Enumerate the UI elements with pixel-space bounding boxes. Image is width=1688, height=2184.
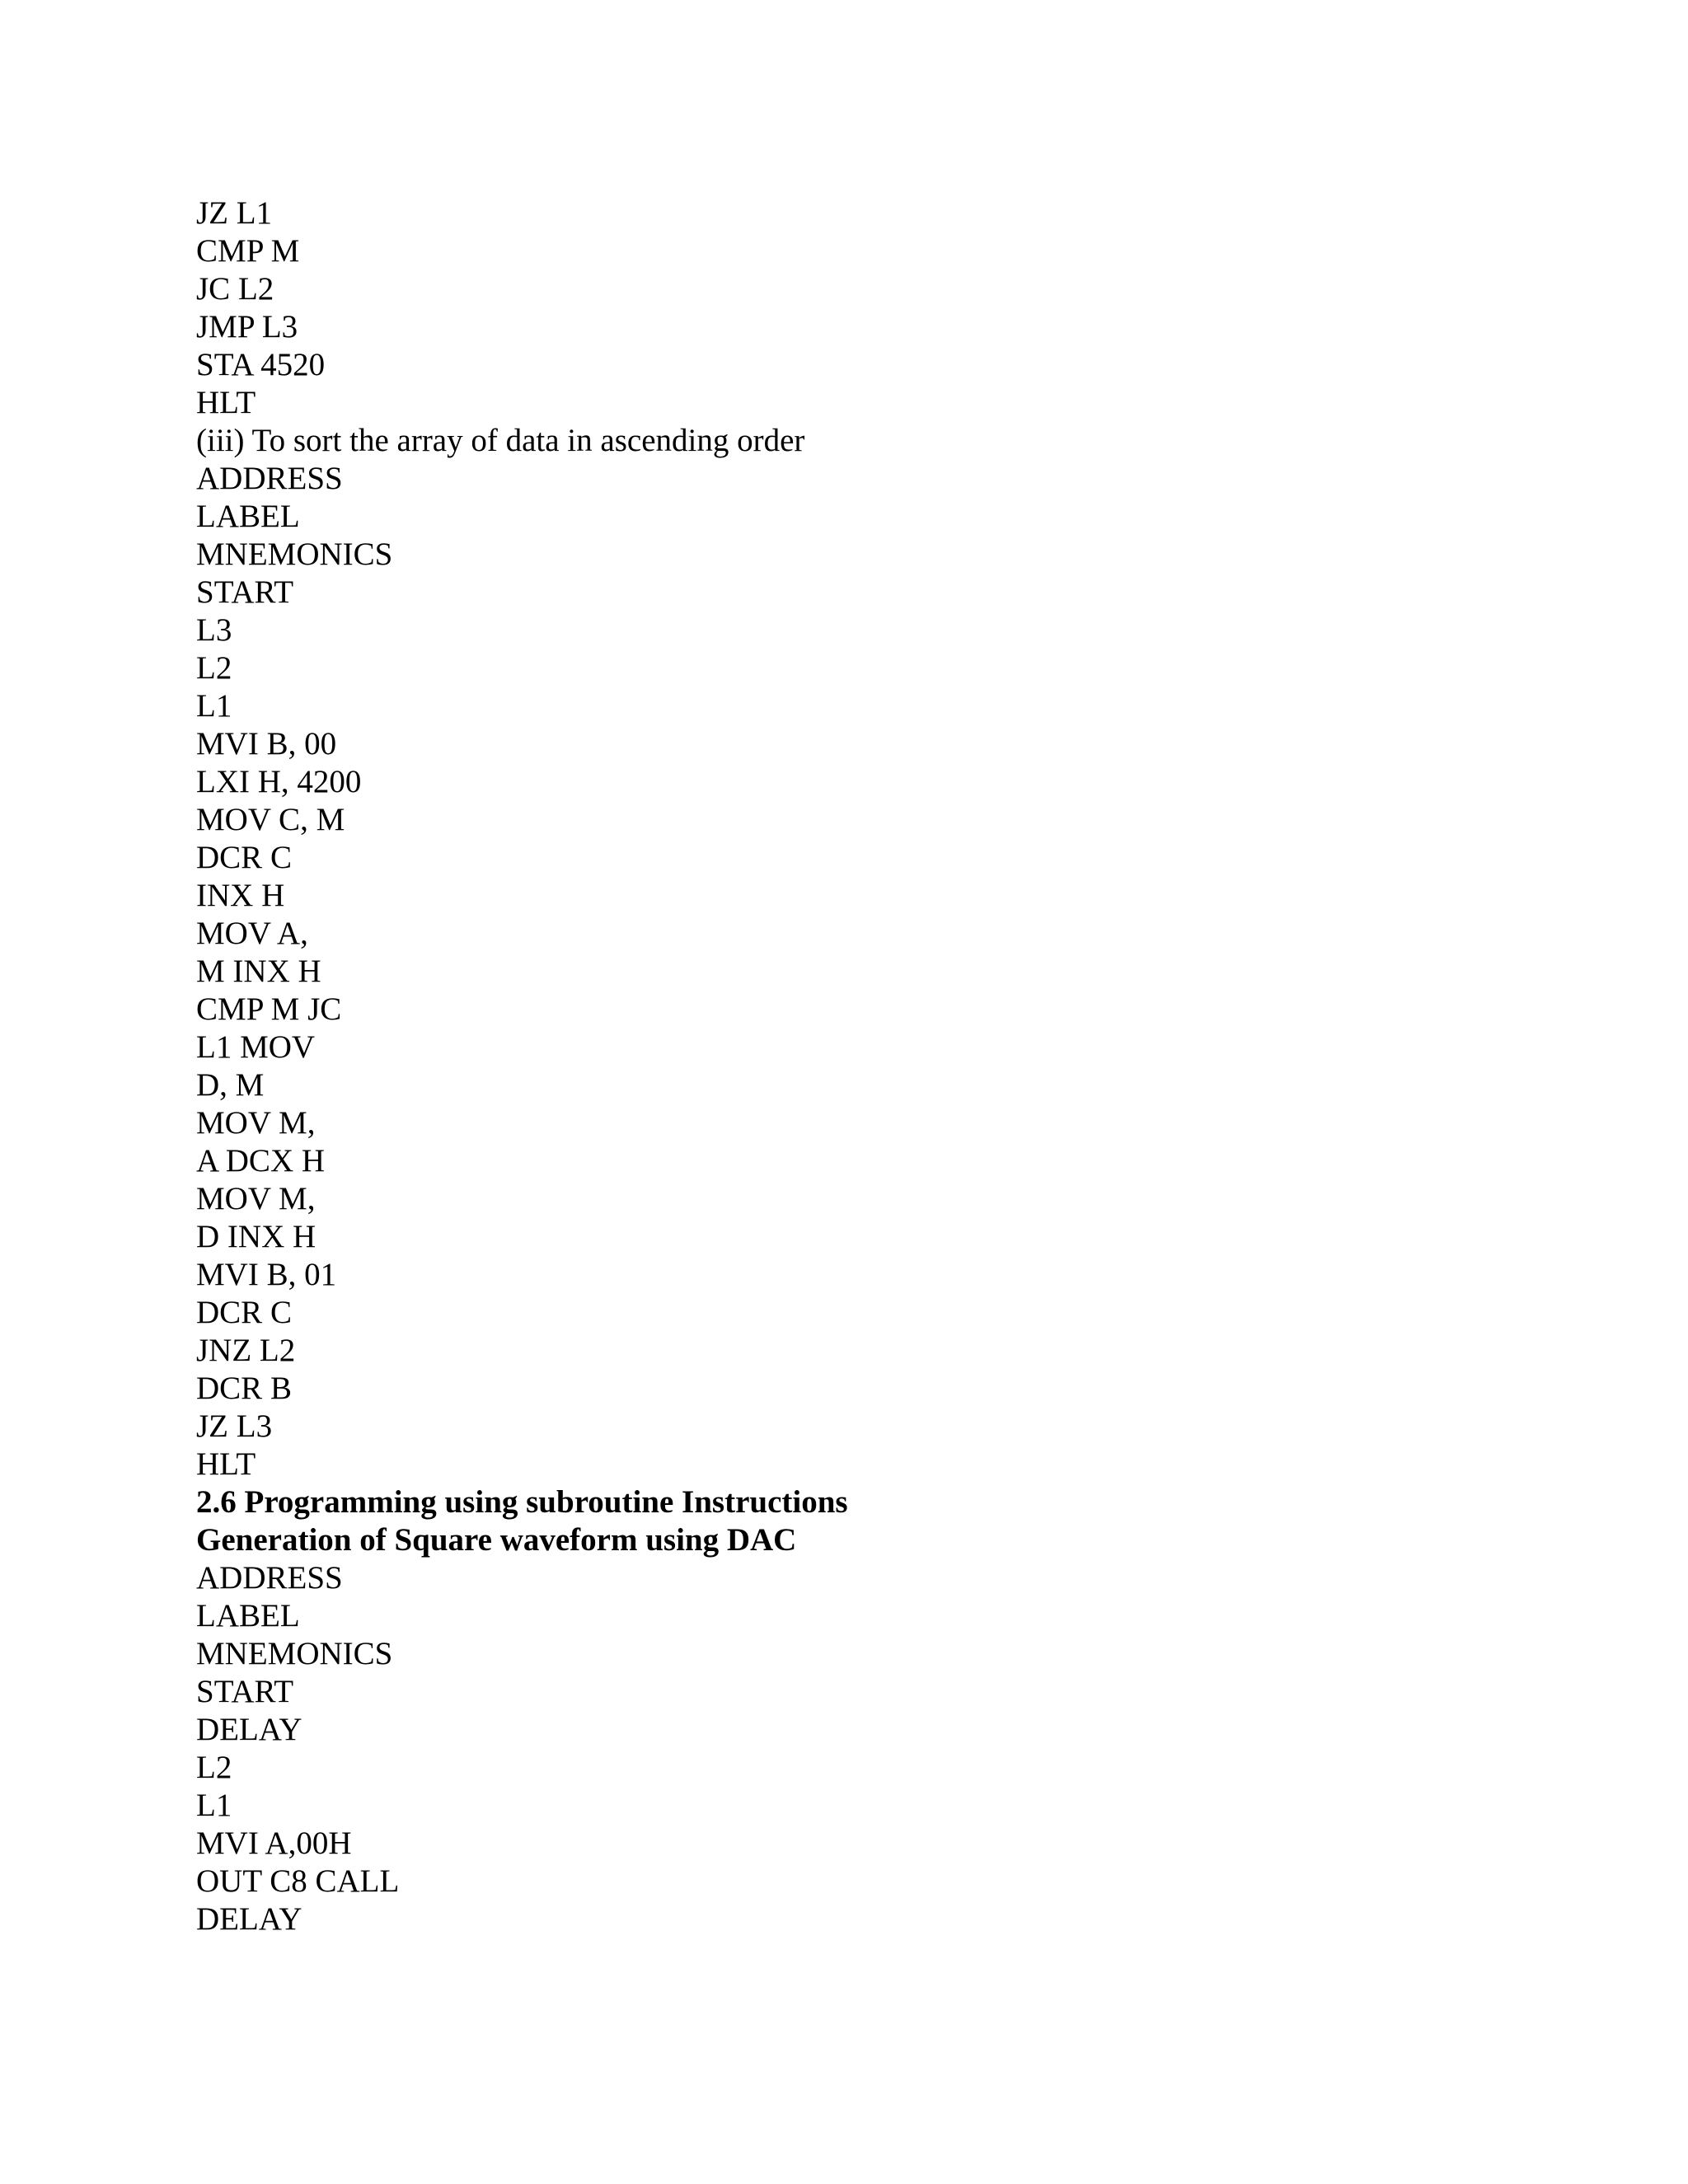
text-line: HLT <box>196 385 256 420</box>
text-line: L1 <box>196 688 232 724</box>
text-line: ADDRESS <box>196 461 343 496</box>
text-line: L1 MOV <box>196 1029 316 1065</box>
text-line: L3 <box>196 612 232 648</box>
text-line: CMP M <box>196 233 300 269</box>
text-line: LABEL <box>196 1598 300 1633</box>
text-line: STA 4520 <box>196 347 326 382</box>
text-line: LABEL <box>196 499 300 534</box>
text-line: ADDRESS <box>196 1560 343 1596</box>
text-line: JZ L3 <box>196 1408 273 1444</box>
text-line: OUT C8 CALL <box>196 1863 400 1899</box>
text-line: MOV M, <box>196 1181 316 1216</box>
text-line: JNZ L2 <box>196 1333 296 1368</box>
text-line: DCR C <box>196 1295 292 1330</box>
text-line: L1 <box>196 1788 232 1823</box>
section-heading: 2.6 Programming using subroutine Instructions <box>196 1484 848 1520</box>
text-line: MVI A,00H <box>196 1825 352 1861</box>
text-line: MNEMONICS <box>196 537 393 572</box>
text-line: JC L2 <box>196 271 274 307</box>
text-line: DCR B <box>196 1371 292 1406</box>
text-line: D INX H <box>196 1219 316 1254</box>
text-line: JZ L1 <box>196 195 273 231</box>
text-line: JMP L3 <box>196 309 298 344</box>
text-line: MOV A, <box>196 916 308 951</box>
text-line: L2 <box>196 650 232 686</box>
text-line: MOV C, M <box>196 802 345 837</box>
text-line: MVI B, 00 <box>196 726 337 762</box>
text-line: START <box>196 574 294 610</box>
text-line: MVI B, 01 <box>196 1257 337 1292</box>
text-line: (iii) To sort the array of data in ascending order <box>196 423 805 458</box>
section-heading: Generation of Square waveform using DAC <box>196 1522 797 1558</box>
text-line: A DCX H <box>196 1143 326 1179</box>
text-line: START <box>196 1674 294 1709</box>
text-line: DELAY <box>196 1712 302 1747</box>
text-line: MNEMONICS <box>196 1636 393 1671</box>
text-line: DELAY <box>196 1901 302 1937</box>
text-line: HLT <box>196 1446 256 1482</box>
text-line: D, M <box>196 1067 265 1103</box>
text-line: MOV M, <box>196 1105 316 1141</box>
text-line: CMP M JC <box>196 991 342 1027</box>
text-line: INX H <box>196 878 285 913</box>
text-line: DCR C <box>196 840 292 875</box>
text-line: LXI H, 4200 <box>196 764 362 799</box>
document-body <box>196 194 1515 1938</box>
text-line: L2 <box>196 1750 232 1785</box>
text-line: M INX H <box>196 954 321 989</box>
